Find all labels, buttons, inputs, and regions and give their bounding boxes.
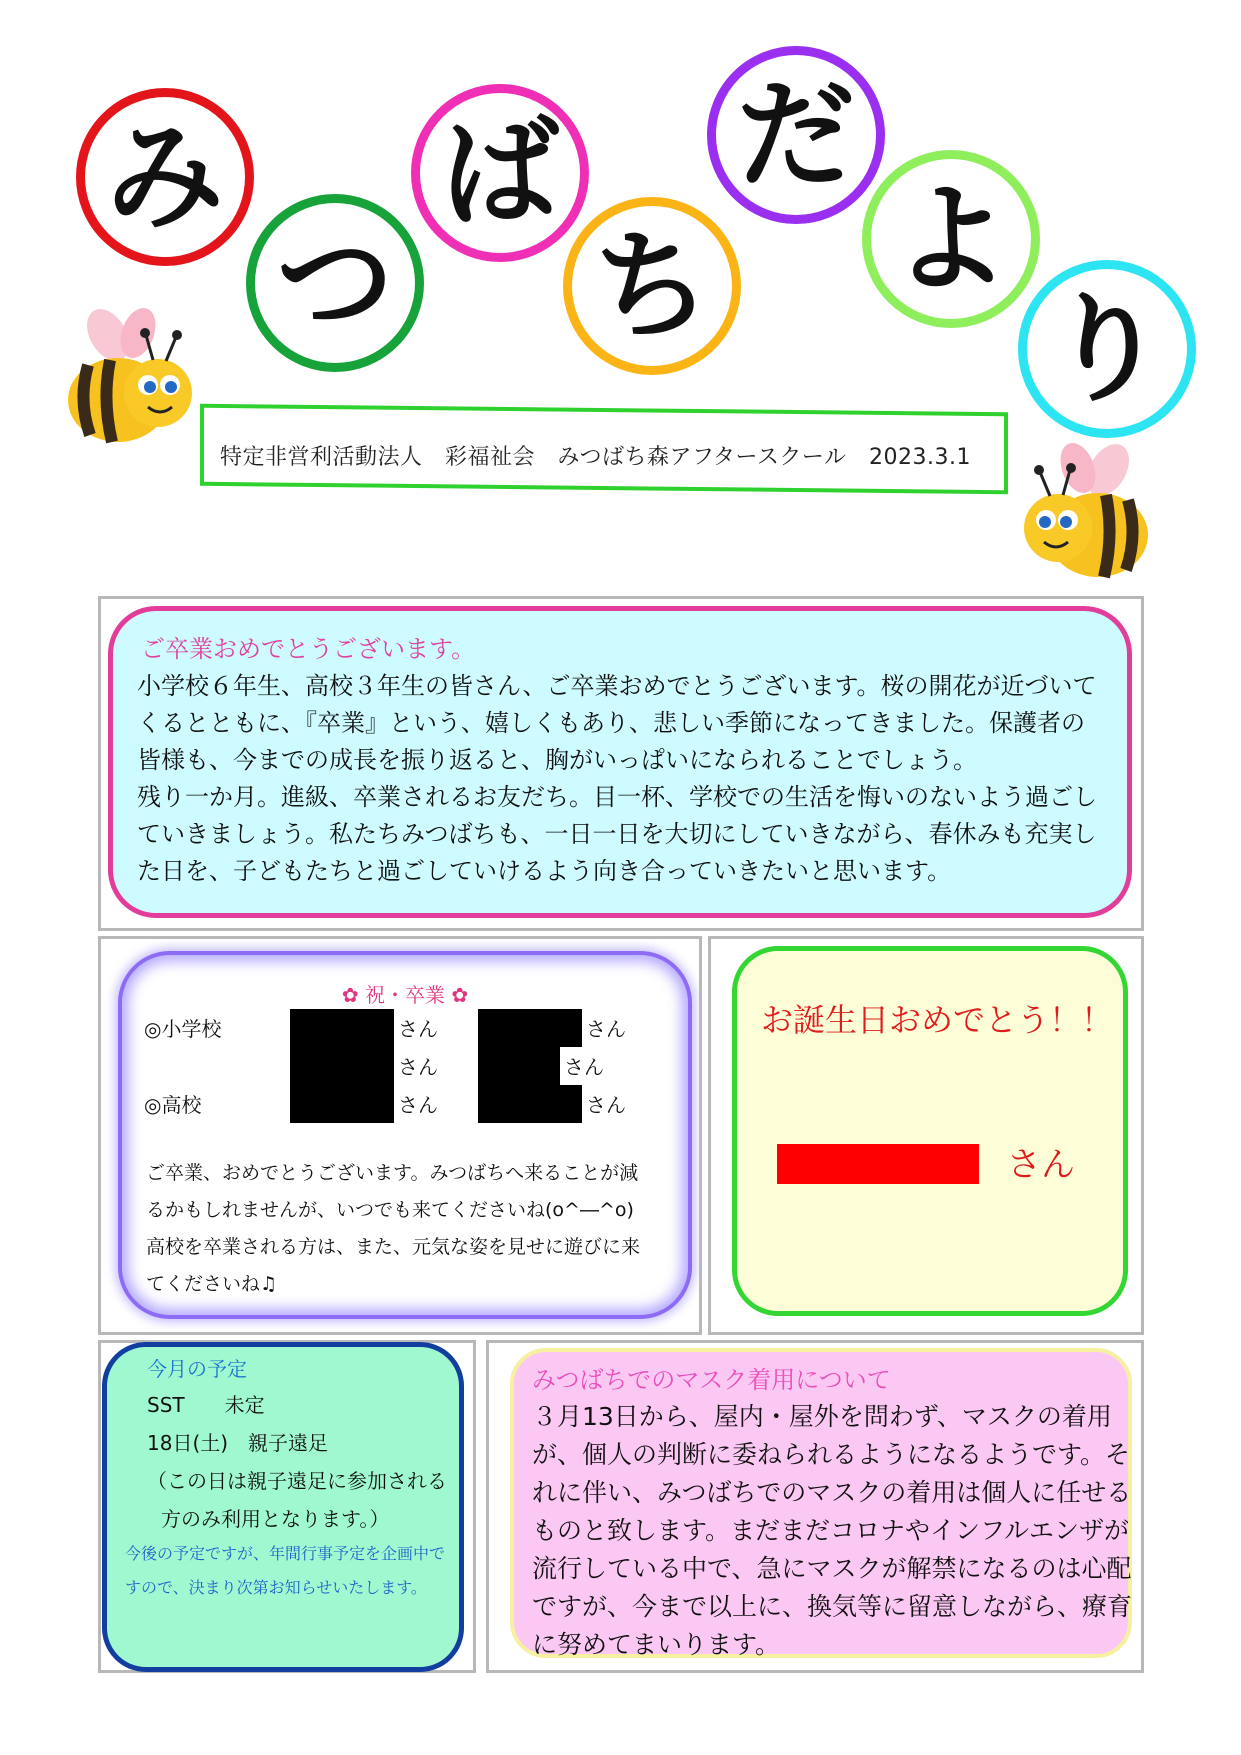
bee-illustration-right	[1018, 440, 1158, 590]
redacted-name	[478, 1047, 560, 1085]
title-letter: り	[1047, 280, 1166, 418]
schedule-sst: SST 未定	[147, 1393, 265, 1417]
san-suffix: さん	[398, 1055, 438, 1079]
title-letter-mi	[76, 88, 254, 266]
schedule-outing-note: （この日は親子遠足に参加される	[147, 1469, 447, 1493]
san-suffix: さん	[398, 1093, 438, 1117]
redacted-name	[478, 1009, 582, 1047]
san-suffix: さん	[586, 1017, 626, 1041]
title-letter-ba	[411, 84, 589, 262]
birthday-title: お誕生日おめでとう！！	[761, 1001, 1114, 1039]
birthday-san-suffix: さん	[1007, 1145, 1075, 1185]
graduation-line: 小学校６年生、高校３年生の皆さん、ご卒業おめでとうございます。桜の開花が近づいて	[137, 672, 1097, 700]
title-letter: つ	[275, 214, 394, 352]
title-letter: み	[105, 108, 224, 246]
celebration-line: るかもしれませんが、いつでも来てくださいね(o^―^o)	[146, 1199, 634, 1221]
schedule-note-line: すので、決まり次第お知らせいたします。	[125, 1578, 427, 1597]
title-letter: だ	[736, 66, 855, 204]
graduation-line: ていきましょう。私たちみつばちも、一日一日を大切にしていきながら、春休みも充実し	[137, 820, 1097, 848]
graduation-line: 皆様も、今までの成長を振り返ると、胸がいっぱいになられることでしょう。	[137, 746, 977, 774]
celebration-line: てくださいね♫	[146, 1273, 278, 1295]
celebration-panel	[118, 951, 692, 1319]
graduation-message	[137, 668, 1103, 890]
title-letter-tsu	[246, 194, 424, 372]
elementary-label: ◎小学校	[144, 1017, 222, 1041]
san-suffix: さん	[564, 1055, 604, 1079]
mask-line: ですが、今まで以上に、換気等に留意しながら、療育	[532, 1592, 1133, 1621]
title-letter-da	[707, 46, 885, 224]
schedule-outing-note: 方のみ利用となります。）	[161, 1507, 390, 1531]
graduation-panel	[108, 606, 1132, 918]
san-suffix: さん	[398, 1017, 438, 1041]
celebration-line: ご卒業、おめでとうございます。みつばちへ来ることが減	[146, 1162, 639, 1184]
mask-line: が、個人の判断に委ねられるようになるようです。そ	[532, 1440, 1131, 1469]
schedule-panel	[102, 1342, 464, 1672]
title-letter: ち	[592, 217, 711, 355]
mask-line: ３月13日から、屋内・屋外を問わず、マスクの着用	[532, 1402, 1112, 1431]
graduation-line: 残り一か月。進級、卒業されるお友だち。目一杯、学校での生活を悔いのないよう過ごし	[137, 783, 1097, 811]
celebration-message	[146, 1155, 706, 1303]
mask-line: ものと致します。まだまだコロナやインフルエンザが	[532, 1516, 1130, 1545]
mask-title: みつばちでのマスク着用について	[532, 1366, 891, 1394]
mask-line: に努めてまいります。	[532, 1630, 781, 1659]
schedule-outing: 18日(土) 親子遠足	[147, 1431, 329, 1455]
mask-line: 流行している中で、急にマスクが解禁になるのは心配	[532, 1554, 1132, 1583]
redacted-name	[290, 1047, 394, 1085]
celebration-title: ✿ 祝・卒業 ✿	[341, 983, 469, 1007]
schedule-title: 今月の予定	[147, 1357, 247, 1381]
schedule-note-line: 今後の予定ですが、年間行事予定を企画中で	[125, 1544, 446, 1563]
mask-line: れに伴い、みつばちでのマスクの着用は個人に任せる	[532, 1478, 1132, 1507]
title-letter: ば	[440, 104, 559, 242]
title-letter: よ	[891, 170, 1010, 308]
bee-illustration-left	[58, 305, 198, 455]
high-school-label: ◎高校	[144, 1093, 202, 1117]
graduation-line: くるとともに、『卒業』という、嬉しくもあり、悲しい季節になってきました。保護者の	[137, 709, 1085, 737]
san-suffix: さん	[586, 1093, 626, 1117]
title-letter-chi	[563, 197, 741, 375]
redacted-name	[290, 1085, 394, 1123]
graduation-title: ご卒業おめでとうございます。	[141, 635, 476, 663]
celebration-line: 高校を卒業される方は、また、元気な姿を見せに遊びに来	[146, 1236, 641, 1258]
mask-message	[532, 1398, 1133, 1664]
title-letter-ri	[1018, 260, 1196, 438]
redacted-name	[478, 1085, 582, 1123]
graduation-line: た日を、子どもたちと過ごしていけるよう向き合っていきたいと思います。	[137, 857, 952, 885]
redacted-birthday-name	[777, 1144, 979, 1184]
schedule-future-note	[125, 1537, 445, 1605]
title-letter-yo	[862, 150, 1040, 328]
mask-panel	[510, 1348, 1132, 1658]
birthday-panel	[732, 946, 1128, 1316]
redacted-name	[290, 1009, 394, 1047]
organization-date-line: 特定非営利活動法人 彩福祉会 みつばち森アフタースクール 2023.3.1	[220, 445, 971, 470]
